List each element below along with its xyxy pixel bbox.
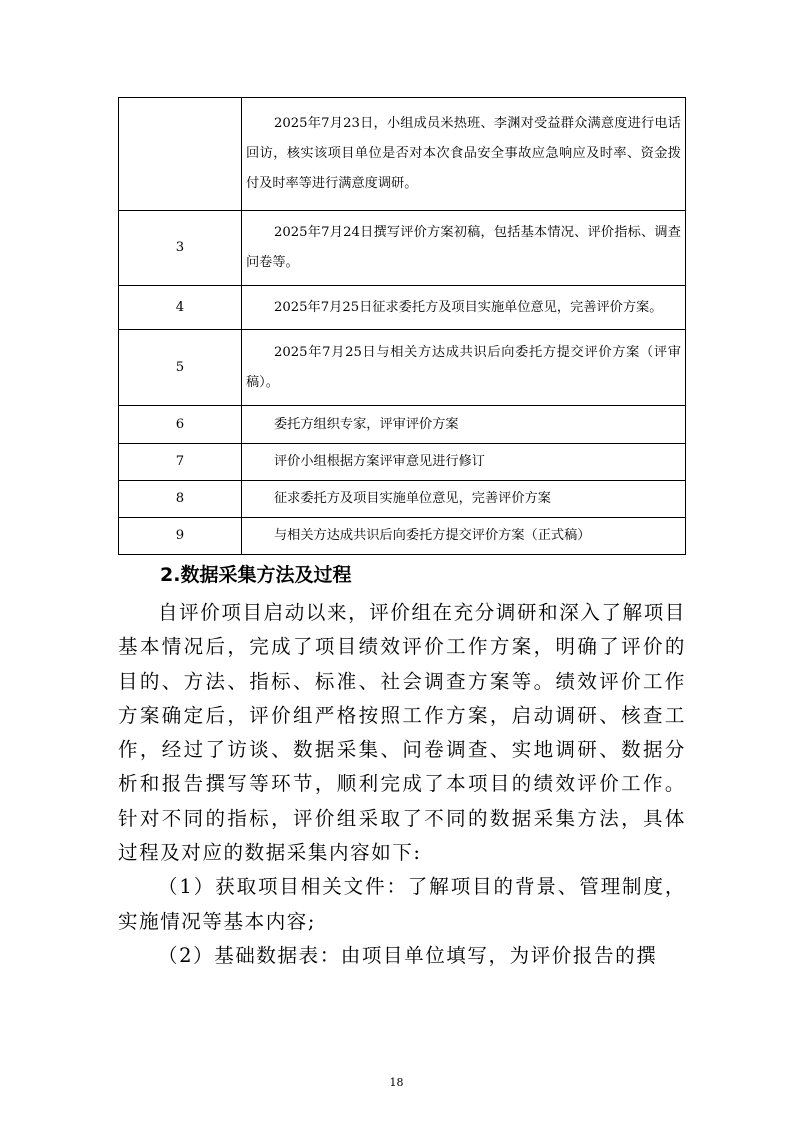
row-content-cell: 2025年7月23日，小组成员米热班、李渊对受益群众满意度进行电话回访，核实该项目单位是否对本次食品安全事故应急响应及时率、资金拨付及时率等进行满意度调研。 [242,98,686,211]
row-number-cell: 9 [119,518,242,555]
body-paragraph: （2）基础数据表：由项目单位填写，为评价报告的撰 [158,943,658,967]
table-row [119,330,686,406]
page-number: 18 [389,1076,404,1089]
row-content-cell: 2025年7月25日征求委托方及项目实施单位意见，完善评价方案。 [242,286,686,330]
row-number-cell: 6 [119,406,242,444]
body-paragraph: 自评价项目启动以来，评价组在充分调研和深入了解项目基本情况后，完成了项目绩效评价工作方案，明确了评价的目的、方法、指标、标准、社会调查方案等。绩效评价工作方案确定后，评价组严格按照工作方案，启动调研、核查工作，经过了访谈、数据采集、问卷调查、实地调研、数据分析和报告撰写等环节，顺利完成了本项目的绩效评价工作。针对不同的指标，评价组采取了不同的数据采集方法，具体过程及对应的数据采集内容如下: [118,601,686,865]
progress-table [118,97,686,555]
row-content-cell: 征求委托方及项目实施单位意见，完善评价方案 [242,481,686,518]
row-content-cell: 与相关方达成共识后向委托方提交评价方案（正式稿） [242,518,686,555]
row-content-cell: 2025年7月25日与相关方达成共识后向委托方提交评价方案（评审稿）。 [242,330,686,406]
row-content-cell: 评价小组根据方案评审意见进行修订 [242,444,686,481]
row-number-cell: 4 [119,286,242,330]
row-number-cell: 7 [119,444,242,481]
body-paragraph: （1）获取项目相关文件：了解项目的背景、管理制度，实施情况等基本内容; [118,875,686,933]
table-row [119,286,686,330]
row-number-cell: 5 [119,330,242,406]
section-heading: 2.数据采集方法及过程 [160,564,352,586]
table-row [119,406,686,444]
table-row [119,98,686,211]
row-content-cell: 委托方组织专家，评审评价方案 [242,406,686,444]
table-row [119,481,686,518]
progress-table-body [119,98,686,555]
table-row [119,444,686,481]
row-number-cell: 8 [119,481,242,518]
row-number-cell: 3 [119,211,242,286]
table-row [119,211,686,286]
row-content-cell: 2025年7月24日撰写评价方案初稿，包括基本情况、评价指标、调查问卷等。 [242,211,686,286]
section-body [118,596,686,973]
table-row [119,518,686,555]
progress-table-container [118,97,686,555]
row-number-cell [119,98,242,211]
